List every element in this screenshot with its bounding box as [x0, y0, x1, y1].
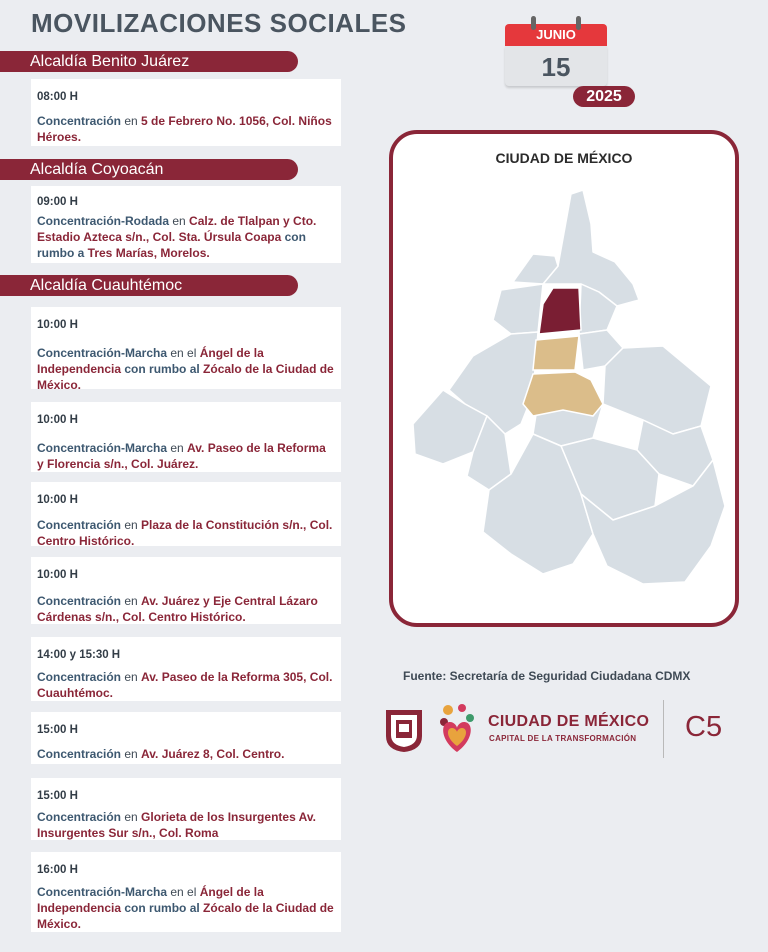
event-card [31, 637, 341, 701]
event-time: 10:00 H [37, 414, 78, 426]
event-time: 09:00 H [37, 196, 78, 208]
calendar-ring [576, 16, 581, 30]
event-time: 10:00 H [37, 494, 78, 506]
event-time: 15:00 H [37, 724, 78, 736]
event-description: Concentración en Plaza de la Constitución s/n., Col. Centro Histórico. [37, 518, 333, 548]
event-description: Concentración en Av. Paseo de la Reforma 305, Col. Cuauhtémoc. [37, 670, 333, 700]
alcaldia-header-coyoacan: Alcaldía Coyoacán [0, 159, 298, 180]
event-description: Concentración en Glorieta de los Insurgentes Av. Insurgentes Sur s/n., Col. Roma [37, 810, 316, 840]
map-region-iztapalapa [603, 346, 711, 434]
alcaldia-header-benito-juarez: Alcaldía Benito Juárez [0, 51, 298, 72]
cdmx-shield-icon [384, 708, 424, 754]
alcaldia-header-cuauhtemoc: Alcaldía Cuauhtémoc [0, 275, 298, 296]
event-card [31, 712, 341, 764]
event-time: 10:00 H [37, 569, 78, 581]
heart-flower-icon [436, 700, 478, 758]
map-frame [389, 130, 739, 627]
map-region-benito-juarez [533, 336, 579, 370]
map-title: CIUDAD DE MÉXICO [495, 150, 633, 166]
event-card [31, 186, 341, 263]
event-card [31, 557, 341, 624]
event-description: Concentración en Av. Juárez y Eje Central Lázaro Cárdenas s/n., Col. Centro Histórico. [37, 594, 318, 624]
logo-divider [663, 700, 664, 758]
event-card [31, 778, 341, 840]
calendar-ring [531, 16, 536, 30]
event-card [31, 482, 341, 546]
map-region-coyoacan-highlight [523, 372, 603, 416]
page-title: MOVILIZACIONES SOCIALES [31, 8, 407, 38]
c5-logo: C5 [685, 711, 723, 743]
calendar-month: JUNIO [505, 24, 607, 46]
event-description: Concentración en Av. Juárez 8, Col. Centro. [37, 747, 285, 761]
event-time: 10:00 H [37, 319, 78, 331]
event-description: Concentración-Marcha en el Ángel de la Independencia con rumbo al Zócalo de la Ciudad de México. [37, 346, 334, 392]
event-time: 15:00 H [37, 790, 78, 802]
event-description: Concentración-Rodada en Calz. de Tlalpan y Cto. Estadio Azteca s/n., Col. Sta. Úrsula Coapa con rumbo a Tres Marías, Morelos. [37, 214, 317, 260]
event-card [31, 79, 341, 146]
event-description: Concentración-Marcha en Av. Paseo de la Reforma y Florencia s/n., Col. Juárez. [37, 441, 326, 471]
event-time: 14:00 y 15:30 H [37, 649, 121, 661]
map-region-miguel-hidalgo [493, 284, 543, 334]
cdmx-map [393, 134, 735, 623]
event-card [31, 307, 341, 392]
source-note: Fuente: Secretaría de Seguridad Ciudadana CDMX [403, 669, 691, 683]
event-description: Concentración-Marcha en el Ángel de la Independencia con rumbo al Zócalo de la Ciudad de México. [37, 885, 334, 931]
cdmx-logo-text: CIUDAD DE MÉXICO [488, 713, 650, 730]
map-region-cuauhtemoc [539, 288, 581, 334]
event-description: Concentración en 5 de Febrero No. 1056, Col. Niños Héroes. [37, 114, 332, 144]
calendar-icon [505, 16, 607, 86]
event-card [31, 402, 341, 472]
event-card [31, 852, 341, 932]
calendar-year: 2025 [573, 86, 635, 107]
calendar-day: 15 [541, 52, 571, 82]
cdmx-logo-subtitle: CAPITAL DE LA TRANSFORMACIÓN [489, 734, 637, 743]
event-time: 16:00 H [37, 864, 78, 876]
event-time: 08:00 H [37, 91, 78, 103]
